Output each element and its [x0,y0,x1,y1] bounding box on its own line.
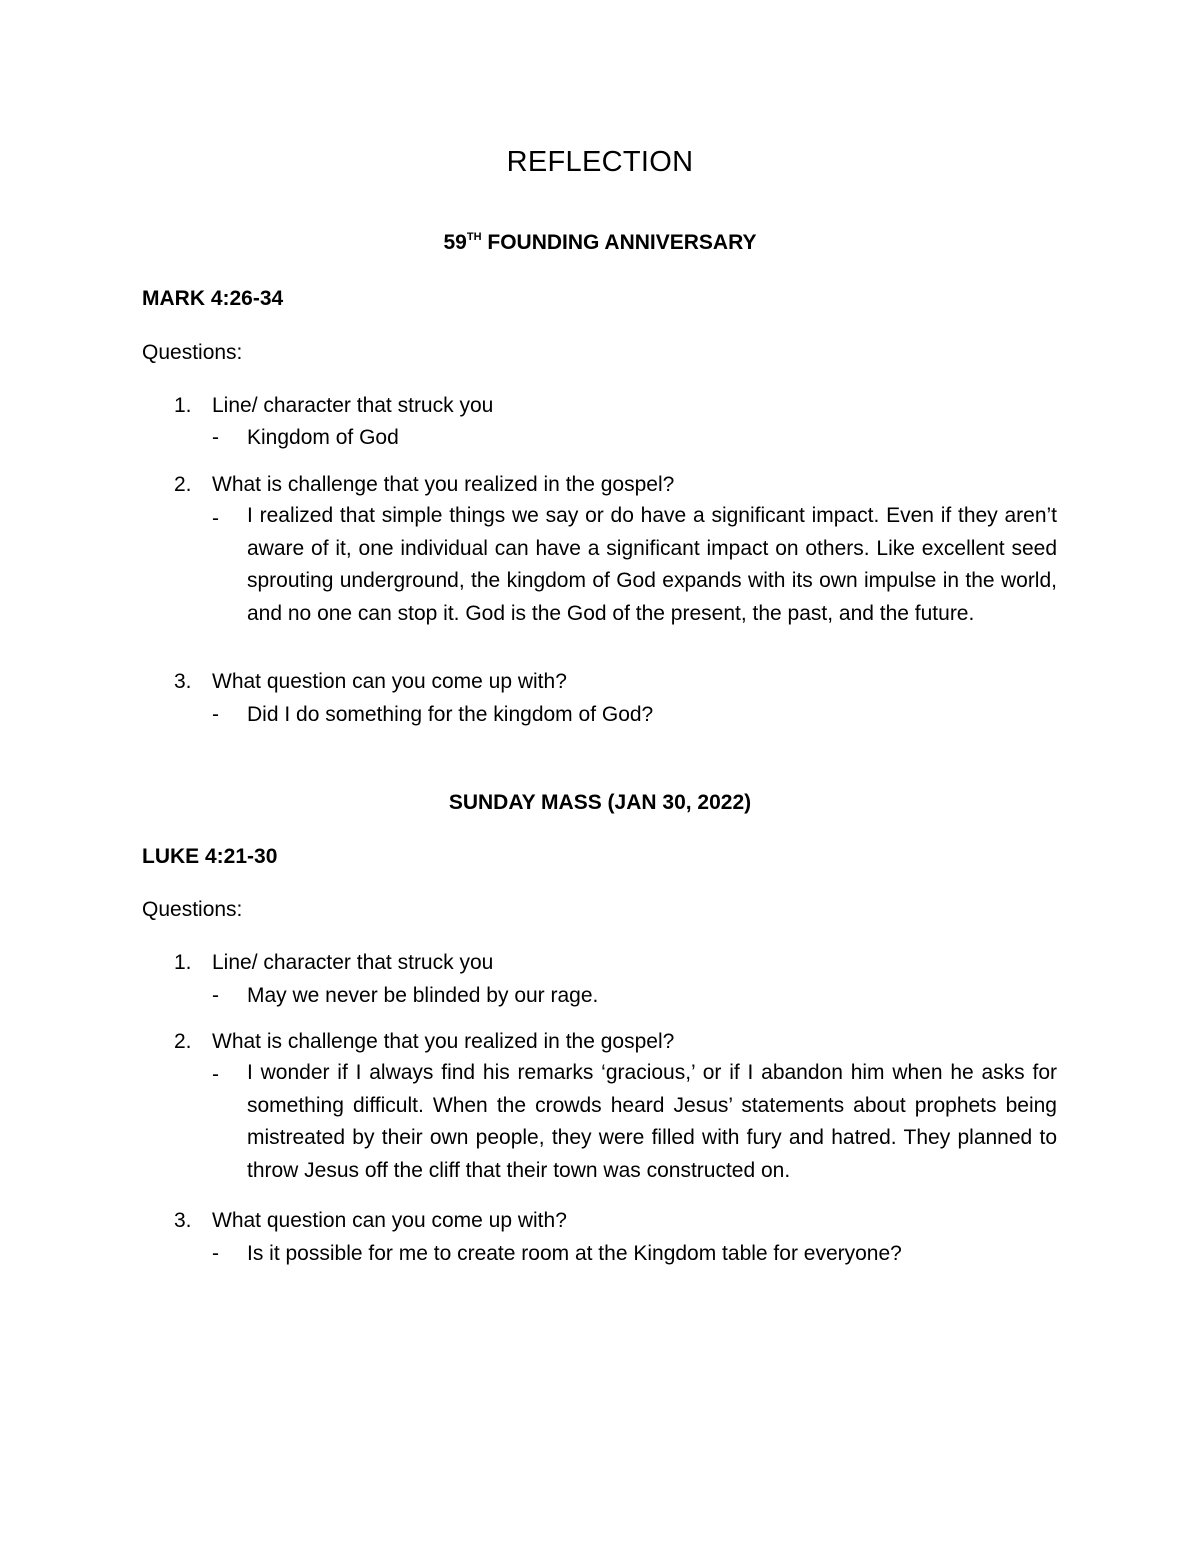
section1-questions-label: Questions: [142,341,243,364]
section2-item3-dash: - [212,1242,219,1265]
section1-item3-question: What question can you come up with? [212,670,567,693]
section2-item1-number: 1. [174,951,192,974]
section2-questions-label: Questions: [142,898,243,921]
section1-item2-dash: - [212,507,219,530]
section2-item3-question: What question can you come up with? [212,1209,567,1232]
section1-heading-superscript: TH [466,231,482,243]
section1-item1-answer: Kingdom of God [247,426,399,449]
section1-item2-question: What is challenge that you realized in the gospel? [212,473,675,496]
section1-reference: MARK 4:26-34 [142,287,284,310]
section2-item1-question: Line/ character that struck you [212,951,494,974]
section1-heading [0,232,1200,253]
section1-heading-text: FOUNDING ANNIVERSARY [481,231,757,254]
section2-item3-number: 3. [174,1209,192,1232]
section1-item2-answer: I realized that simple things we say or do have a significant impact. Even if they aren’t aware of it, one individual can have a significant impact on others. Like excellent seed sprouting underground, the kingdom of God expands with its own impulse in the world, and no one can stop it. God is the God of the present, the past, and the future. [247,504,1057,625]
document-title: REFLECTION [506,146,694,178]
section1-item3-number: 3. [174,670,192,693]
section1-item2-number: 2. [174,473,192,496]
section2-reference: LUKE 4:21-30 [142,845,278,868]
section1-item1-dash: - [212,426,219,449]
section2-item3-answer: Is it possible for me to create room at the Kingdom table for everyone? [247,1242,902,1265]
section2-item2-question: What is challenge that you realized in the gospel? [212,1030,675,1053]
section1-heading-number: 59 [443,231,467,254]
section2-item1-dash: - [212,984,219,1007]
section1-item1-question: Line/ character that struck you [212,394,494,417]
section2-item2-number: 2. [174,1030,192,1053]
section2-item1-answer: May we never be blinded by our rage. [247,984,599,1007]
section1-item1-number: 1. [174,394,192,417]
section1-item3-answer: Did I do something for the kingdom of God? [247,703,654,726]
section1-item3-dash: - [212,703,219,726]
section2-heading: SUNDAY MASS (JAN 30, 2022) [448,791,752,814]
section2-item2-answer: I wonder if I always find his remarks ‘gracious,’ or if I abandon him when he asks for something difficult. When the crowds heard Jesus’ statements about prophets being mistreated by their own people, they were filled with fury and hatred. They planned to throw Jesus off the cliff that their town was constructed on. [247,1061,1057,1182]
section2-item2-dash: - [212,1063,219,1086]
